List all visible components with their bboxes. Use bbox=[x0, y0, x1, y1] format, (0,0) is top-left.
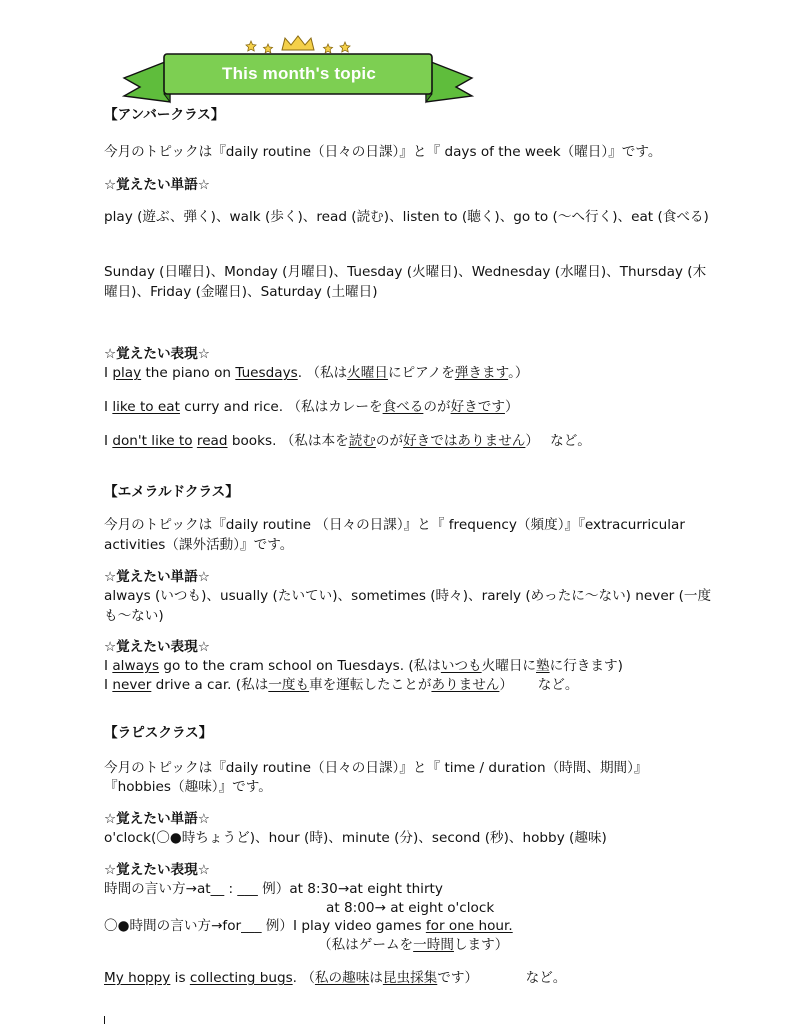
amber-example-3: I don't like to read books. （私は本を読むのが好きではありません） など。 bbox=[104, 433, 591, 449]
lapis-duration-line-2: （私はゲームを一時間します） bbox=[318, 937, 509, 953]
emerald-vocab: always (いつも)、usually (たいてい)、sometimes (時々)、rarely (めったに〜ない) never (一度も〜ない) bbox=[104, 588, 712, 624]
lapis-topic-line-2: 『hobbies（趣味）』です。 bbox=[104, 779, 272, 795]
amber-example-1: I play the piano on Tuesdays. （私は火曜日にピアノを弾きます。） bbox=[104, 365, 529, 381]
emerald-example-1: I always go to the cram school on Tuesdays. (私はいつも火曜日に塾に行きます) bbox=[104, 658, 623, 674]
text-cursor bbox=[104, 1016, 105, 1024]
lapis-time-line-1: 時間の言い方→at__ : ___ 例）at 8:30→at eight thirty bbox=[104, 881, 443, 897]
banner-title: This month's topic bbox=[221, 64, 377, 83]
amber-expr-heading: ☆覚えたい表現☆ bbox=[104, 346, 210, 362]
amber-days: Sunday (日曜日)、Monday (月曜日)、Tuesday (火曜日)、Wednesday (水曜日)、Thursday (木曜日)、Friday (金曜日)、Saturday (土曜日) bbox=[104, 264, 707, 300]
lapis-hobby-example: My hoppy is collecting bugs. （私の趣味は昆虫採集です） など。 bbox=[104, 970, 567, 986]
lapis-topic-line-1: 今月のトピックは『daily routine（日々の日課）』と『 time / duration（時間、期間）』 bbox=[104, 760, 648, 776]
amber-vocab-heading: ☆覚えたい単語☆ bbox=[104, 177, 210, 193]
amber-example-2: I like to eat curry and rice. （私はカレーを食べるのが好きです） bbox=[104, 399, 519, 415]
lapis-expr-heading: ☆覚えたい表現☆ bbox=[104, 862, 210, 878]
amber-vocab: play (遊ぶ、弾く)、walk (歩く)、read (読む)、listen to (聴く)、go to (〜へ行く)、eat (食べる) bbox=[104, 209, 709, 225]
lapis-heading: 【ラピスクラス】 bbox=[104, 725, 213, 741]
amber-heading: 【アンバークラス】 bbox=[104, 107, 225, 123]
emerald-vocab-heading: ☆覚えたい単語☆ bbox=[104, 569, 210, 585]
emerald-expr-heading: ☆覚えたい表現☆ bbox=[104, 639, 210, 655]
lapis-time-line-2: at 8:00→ at eight o'clock bbox=[326, 900, 495, 916]
emerald-topic: 今月のトピックは『daily routine （日々の日課）』と『 frequency（頻度）』『extracurricular activities（課外活動）』です。 bbox=[104, 517, 685, 553]
emerald-heading: 【エメラルドクラス】 bbox=[104, 484, 239, 500]
topic-banner bbox=[120, 34, 476, 106]
lapis-vocab-heading: ☆覚えたい単語☆ bbox=[104, 811, 210, 827]
amber-topic: 今月のトピックは『daily routine（日々の日課）』と『 days of the week（曜日）』です。 bbox=[104, 144, 662, 160]
lapis-vocab: o'clock(〇●時ちょうど)、hour (時)、minute (分)、second (秒)、hobby (趣味) bbox=[104, 830, 607, 846]
emerald-example-2: I never drive a car. (私は一度も車を運転したことがありません） など。 bbox=[104, 677, 579, 693]
crown-icon bbox=[282, 36, 314, 50]
lapis-duration-line-1: 〇●時間の言い方→for___ 例）I play video games for one hour. bbox=[104, 918, 513, 934]
